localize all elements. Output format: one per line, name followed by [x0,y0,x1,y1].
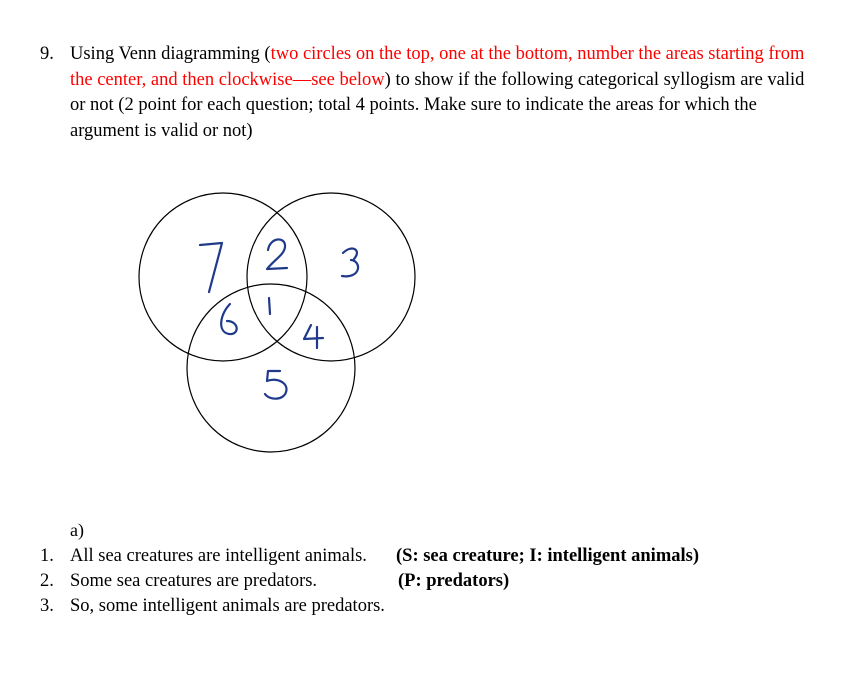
premise-text: So, some intelligent animals are predators. [70,596,385,616]
premise-number: 2. [40,571,54,591]
venn-circle-top-left [139,193,307,361]
venn-circle-top-right [247,193,415,361]
premise-number: 3. [40,596,54,616]
question-rest: ) to show if the following categorical syllogism are valid or not (2 point for each question; total 4 points. Make sure to indicate the areas for which the argument is valid or not) [70,69,805,141]
premise-2 [40,569,840,594]
question-intro: Using Venn diagramming ( [70,44,271,64]
question-instruction: two circles on the top, one at the bottom, number the areas starting from the center, and then clockwise—see below [70,44,805,90]
venn-diagram-svg [130,180,430,460]
area-label-2 [267,239,287,269]
venn-diagram [130,180,430,460]
question-number: 9. [40,44,54,64]
area-label-3 [342,249,358,277]
premise-key: (P: predators) [398,571,510,591]
premise-number: 1. [40,546,54,566]
premise-key: (S: sea creature; I: intelligent animals) [396,546,699,566]
premise-text: All sea creatures are intelligent animals. [70,546,367,566]
area-label-5 [265,371,286,399]
venn-circle-bottom [187,284,355,452]
area-label-7 [200,243,222,292]
premise-text: Some sea creatures are predators. [70,571,318,591]
area-label-1 [269,298,270,314]
premise-3 [40,594,840,619]
part-label: a) [70,520,84,540]
area-label-6 [221,304,236,334]
area-label-4 [304,325,323,348]
premise-1 [40,544,840,569]
premise-list [40,544,840,619]
question-text [70,42,820,144]
